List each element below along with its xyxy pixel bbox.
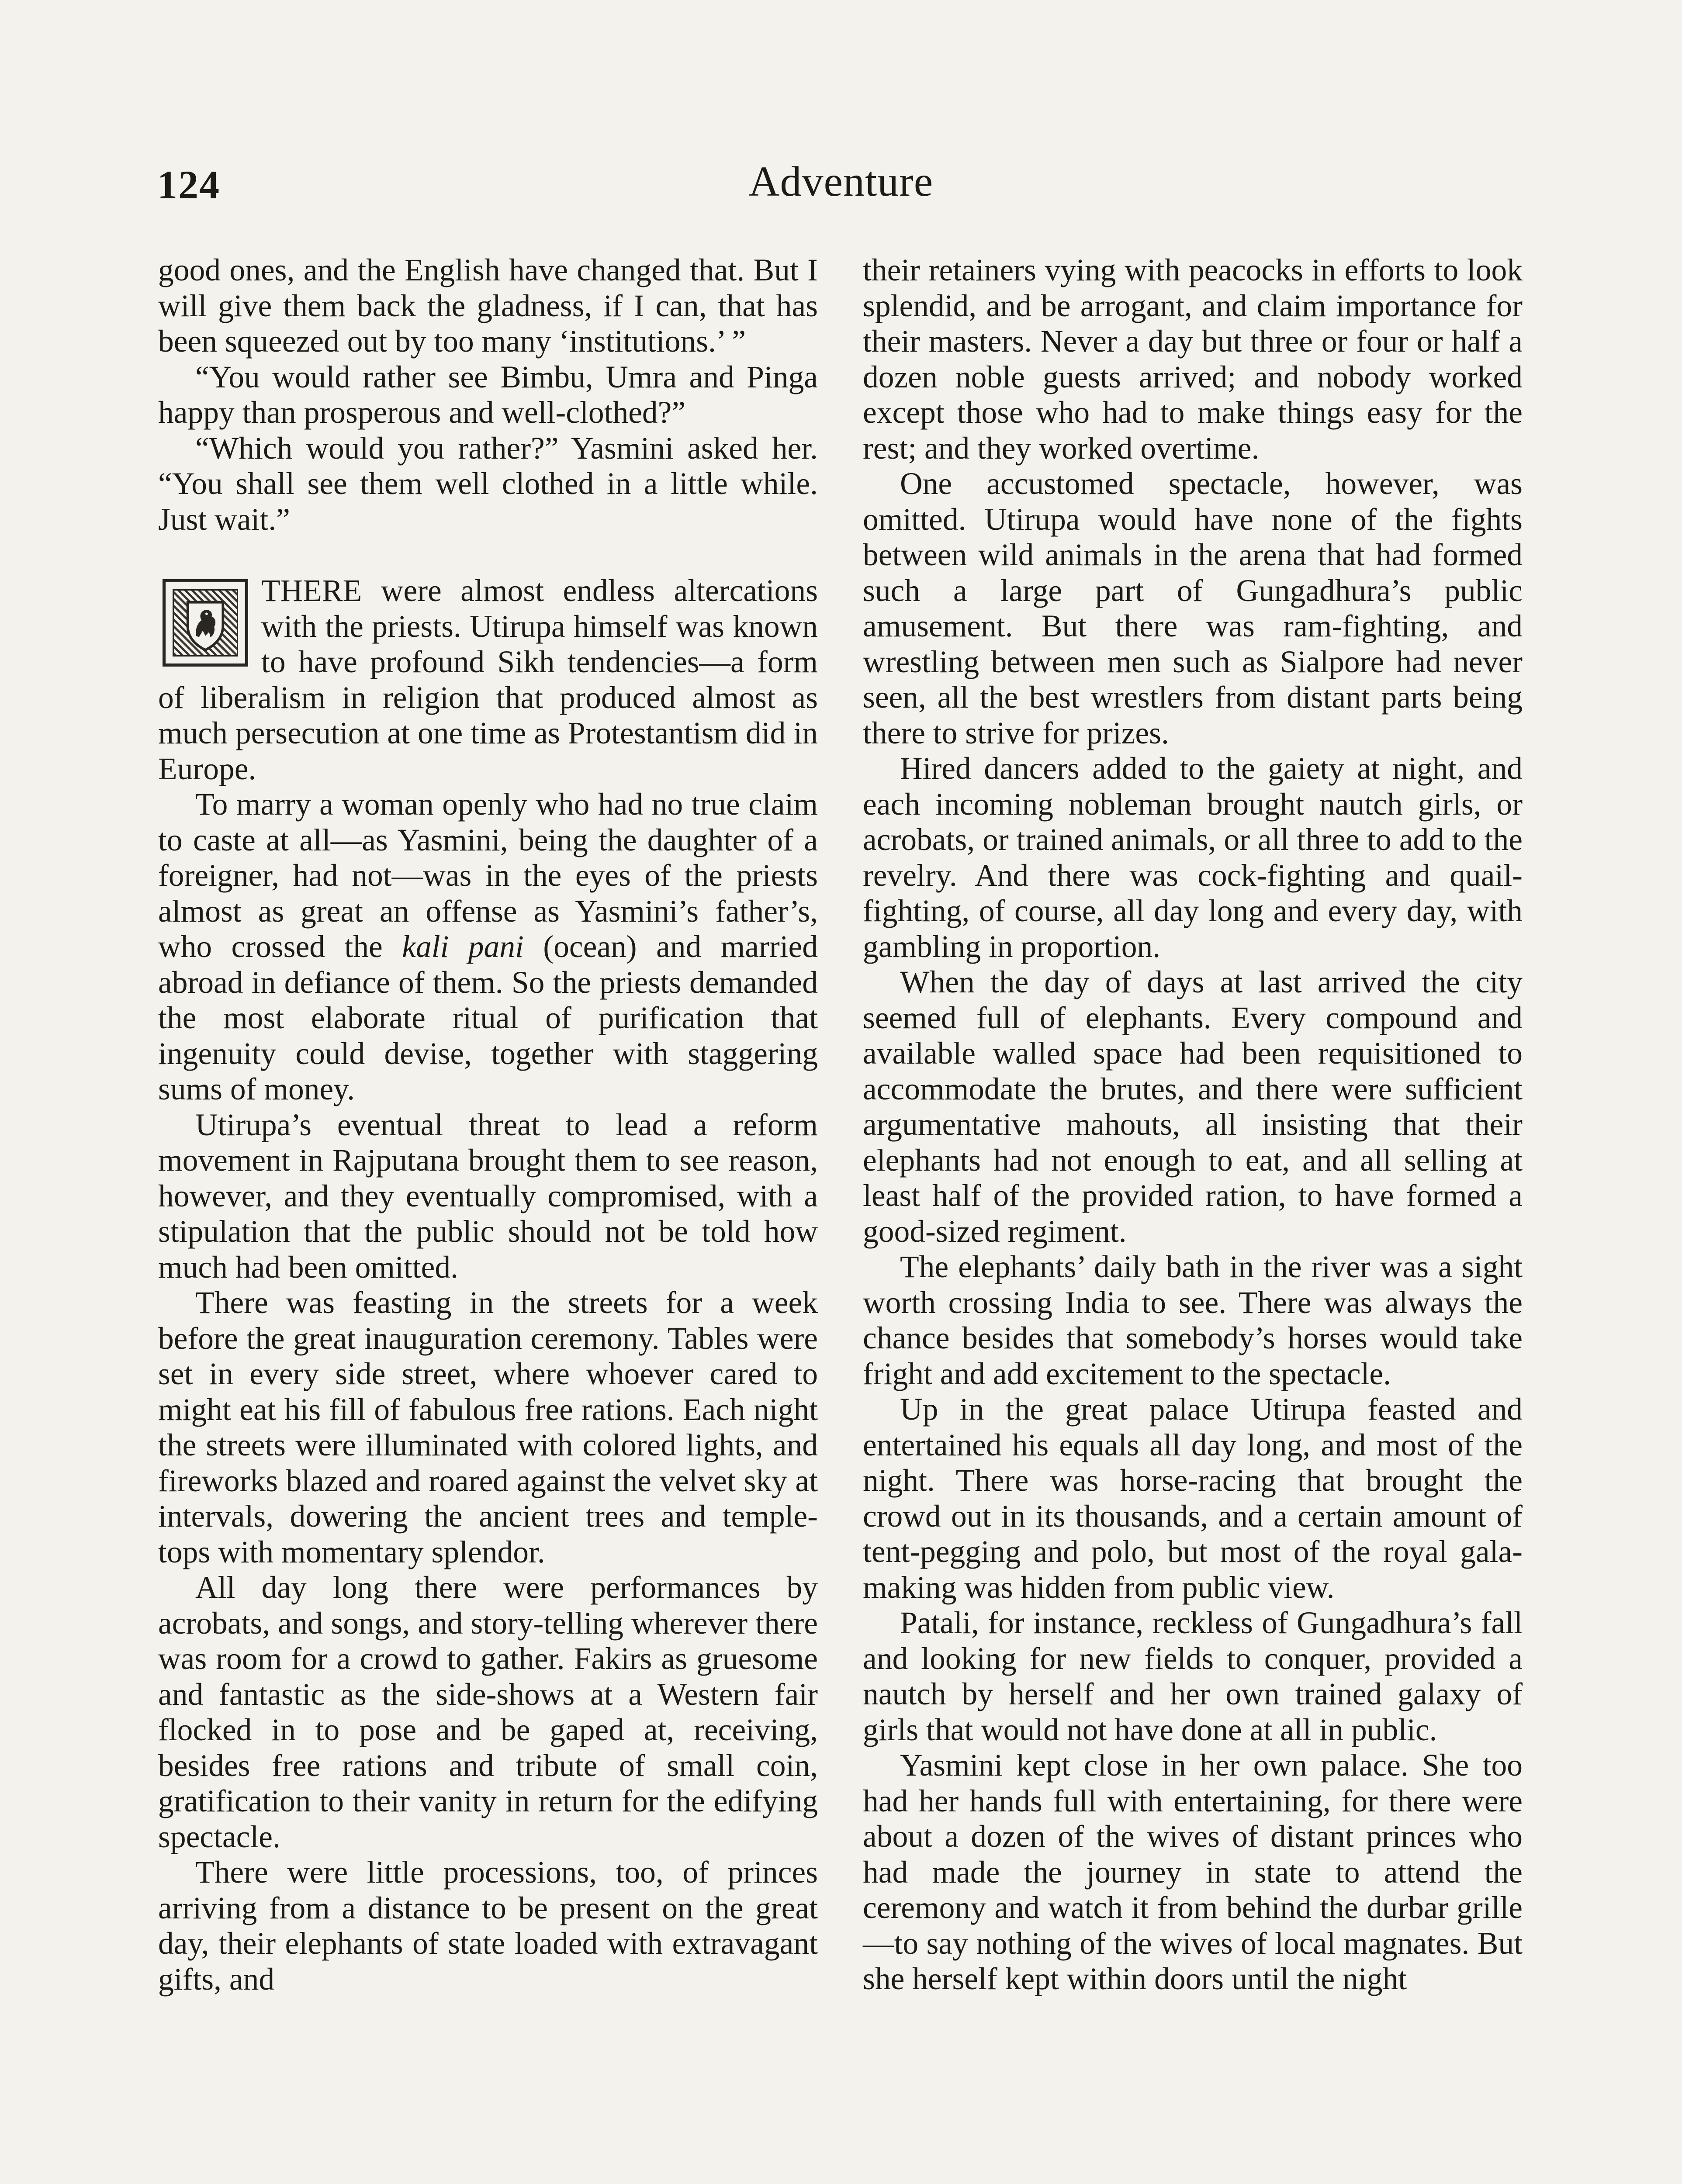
paragraph: “Which would you rather?” Yasmini asked her. “You shall see them well clothed in a little while. Just wait.” <box>158 431 818 537</box>
right-column <box>863 252 1523 1997</box>
section-ornament-icon <box>163 579 248 667</box>
paragraph: When the day of days at last arrived the city seemed full of elephants. Every compound and available walled space had been requisitioned to accommodate the brutes, and there were sufficient argumentative mahouts, all insisting that their elephants had not enough to eat, and all selling at least half of the provided ration, to have formed a good-sized regiment. <box>863 965 1523 1249</box>
paragraph: All day long there were performances by acrobats, and songs, and story-telling wherever there was room for a crowd to gather. Fakirs as gruesome and fantastic as the side-shows at a Western fair flocked in to pose and be gaped at, receiving, besides free rations and tribute of small coin, gratification to their vanity in return for the edifying spectacle. <box>158 1570 818 1854</box>
paragraph: One accustomed spectacle, however, was omitted. Utirupa would have none of the fights between wild animals in the arena that had formed such a large part of Gungadhura’s public amusement. But there was ram-fighting, and wrestling between men such as Sialpore had never seen, all the best wrestlers from distant parts being there to strive for prizes. <box>863 467 1523 750</box>
italic-term: kali pani <box>402 930 524 964</box>
paragraph-text: To marry a woman openly who had no true claim to caste at all—as Yasmini, being the daughter of a foreigner, had not—was in the eyes of the priests almost as great an offense as Yasmini’s father’s, who crossed the <box>158 787 818 964</box>
paragraph: their retainers vying with peacocks in efforts to look splendid, and be arrogant, and claim importance for their masters. Never a day but three or four or half a dozen noble guests arrived; and nobody worked except those who had to make things easy for the rest; and they worked overtime. <box>863 253 1523 466</box>
left-column <box>158 252 818 1997</box>
paragraph: The elephants’ daily bath in the river was a sight worth crossing India to see. There was always the chance besides that somebody’s horses would take fright and add excitement to the spectacle. <box>863 1250 1523 1391</box>
page-number: 124 <box>157 162 220 207</box>
paragraph-text: (ocean) and married abroad in defiance of them. So the priests demanded the most elaborate ritual of purification that ingenuity could devise, together with staggering sums of money. <box>158 930 818 1106</box>
paragraph: There were little processions, too, of princes arriving from a distance to be present on the great day, their elephants of state loaded with extravagant gifts, and <box>158 1855 818 1997</box>
paragraph: Patali, for instance, reckless of Gungadhura’s fall and looking for new fields to conquer, provided a nautch by herself and her own trained galaxy of girls that would not have done at all in public. <box>863 1606 1523 1747</box>
running-title: Adventure <box>748 158 934 205</box>
paragraph: Up in the great palace Utirupa feasted and entertained his equals all day long, and most of the night. There was horse-racing that brought the crowd out in its thousands, and a certain amount of tent-pegging and polo, but most of the royal gala-making was hidden from public view. <box>863 1392 1523 1605</box>
paragraph: THERE were almost endless altercations with the priests. Utirupa himself was known to have profound Sikh tendencies—a form of liberalism in religion that produced almost as much persecution at one time as Protestantism did in Europe. <box>158 574 818 786</box>
paragraph: Utirupa’s eventual threat to lead a reform movement in Rajputana brought them to see reason, however, and they eventually compromised, with a stipulation that the public should not be told how much had been omitted. <box>158 1107 818 1285</box>
paragraph: “You would rather see Bimbu, Umra and Pinga happy than prosperous and well-clothed?” <box>158 359 818 430</box>
paragraph: Yasmini kept close in her own palace. She too had her hands full with entertaining, for there were about a dozen of the wives of distant princes who had made the journey in state to attend the ceremony and watch it from behind the durbar grille—to say nothing of the wives of local magnates. But she herself kept within doors until the night <box>863 1748 1523 1996</box>
paragraph: There was feasting in the streets for a week before the great inauguration ceremony. Tables were set in every side street, where whoever cared to might eat his fill of fabulous free rations. Each night the streets were illuminated with colored lights, and fireworks blazed and roared against the velvet sky at intervals, dowering the ancient trees and temple-tops with momentary splendor. <box>158 1286 818 1569</box>
paragraph: Hired dancers added to the gaiety at night, and each incoming nobleman brought nautch girls, or acrobats, or trained animals, or all three to add to the revelry. And there was cock-fighting and quail-fighting, of course, all day long and every day, with gambling in proportion. <box>863 751 1523 964</box>
paragraph <box>158 787 818 1107</box>
running-header <box>157 157 1525 218</box>
paragraph: good ones, and the English have changed that. But I will give them back the gladness, if I can, that has been squeezed out by too many ‘institutions.’ ” <box>158 253 818 359</box>
